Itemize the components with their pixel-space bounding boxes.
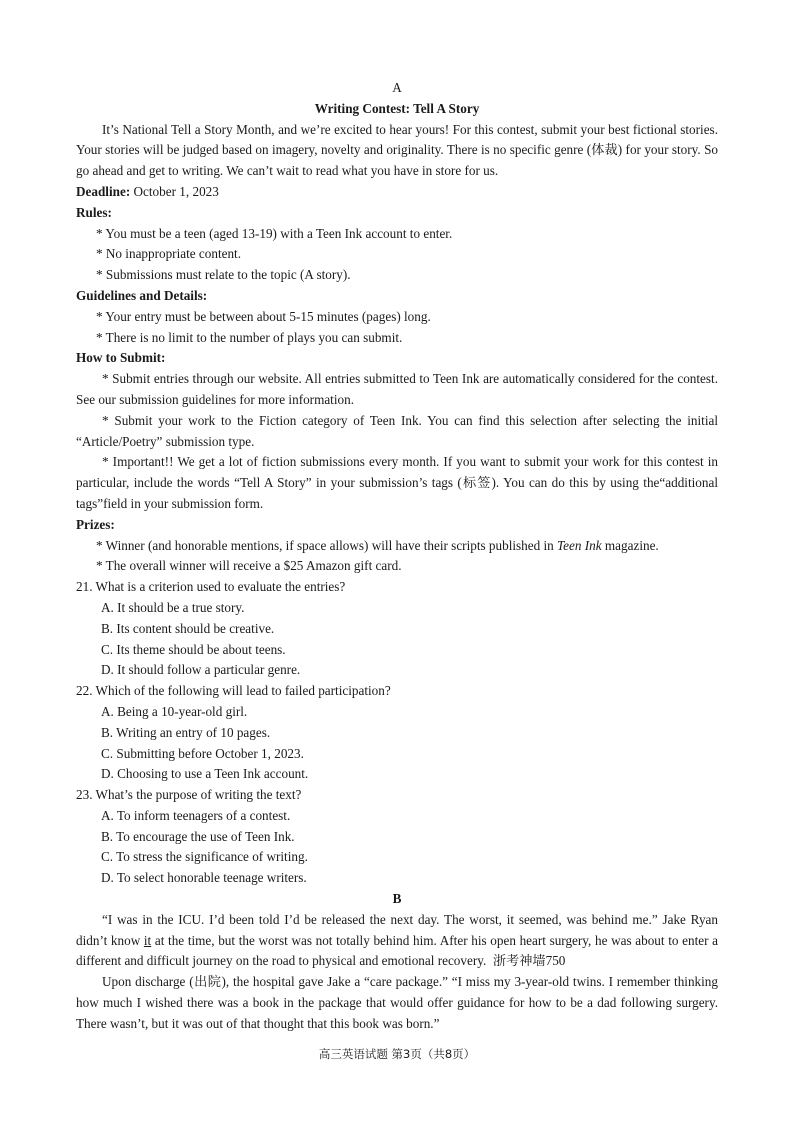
section-b-letter: B [392, 891, 402, 907]
prize-item [76, 536, 718, 557]
rule-item: * You must be a teen (aged 13-19) with a Teen Ink account to enter. [96, 225, 453, 241]
prizes-heading: Prizes: [76, 516, 115, 532]
guideline-item: * Your entry must be between about 5-15 minutes (pages) long. [96, 308, 431, 324]
submit-item: * Important!! We get a lot of fiction submissions every month. If you want to submit your work for this contest in particular, include the words “Tell A Story” in your submission’s tags (标签). You can do this by using the“additional tags”field in your submission form. [76, 454, 718, 511]
page-footer: 高三英语试题 第3页（共8页） [318, 1047, 476, 1061]
prize-text-end: magazine. [601, 537, 659, 553]
deadline-label: Deadline: [76, 183, 131, 199]
underlined-word: it [143, 932, 152, 948]
question-option: A. To inform teenagers of a contest. [101, 807, 291, 823]
submit-heading: How to Submit: [76, 350, 166, 366]
magazine-name: Teen Ink [557, 537, 602, 553]
contest-title: Writing Contest: Tell A Story [314, 100, 480, 116]
p1-text-b: at the time, but the worst was not totally behind him. After his open heart surgery, he was about to enter a different and difficult journey on the road to physical and emotional recovery. [76, 932, 718, 969]
question-option: B. To encourage the use of Teen Ink. [101, 828, 295, 844]
guideline-item: * There is no limit to the number of plays you can submit. [96, 329, 403, 345]
question-option: D. Choosing to use a Teen Ink account. [101, 766, 309, 782]
submit-item: * Submit your work to the Fiction category of Teen Ink. You can find this selection after selecting the initial “Article/Poetry” submission type. [76, 412, 718, 449]
section-b-paragraph-1 [76, 910, 718, 972]
guidelines-heading: Guidelines and Details: [76, 287, 208, 303]
question-option: C. Submitting before October 1, 2023. [101, 745, 304, 761]
rule-item: * No inappropriate content. [96, 246, 242, 262]
intro-paragraph: It’s National Tell a Story Month, and we’re excited to hear yours! For this contest, submit your best fictional stories. Your stories will be judged based on imagery, novelty and originality. There is no specific genre (体裁) for your story. So go ahead and get to writing. We can’t wait to read what you have in store for us. [76, 121, 718, 179]
question-option: D. To select honorable teenage writers. [101, 870, 307, 886]
deadline-value: October 1, 2023 [130, 183, 219, 199]
question-option: A. It should be a true story. [101, 599, 245, 615]
watermark-text: 浙考神墙750 [492, 953, 566, 969]
question-option: B. Writing an entry of 10 pages. [101, 724, 271, 740]
section-b-paragraph-2: Upon discharge (出院), the hospital gave Jake a “care package.” “I miss my 3-year-old twins. I remember thinking how much I wished there was a book in the package that would offer guidance for how to be a dad following surgery. There wasn’t, but it was out of that thought that this book was born.” [76, 974, 718, 1031]
rule-item: * Submissions must relate to the topic (A story). [96, 267, 351, 283]
submit-item: * Submit entries through our website. All entries submitted to Teen Ink are automatically considered for the contest. See our submission guidelines for more information. [76, 371, 718, 407]
section-a-letter: A [392, 80, 402, 95]
question-stem: 23. What’s the purpose of writing the text? [76, 787, 302, 803]
question-option: A. Being a 10-year-old girl. [101, 703, 248, 719]
question-option: C. To stress the significance of writing. [101, 849, 308, 865]
p1-text-a: “I was in the ICU. I’d been told I’d be released the next day. The worst, it seemed, was behind me.” Jake Ryan didn’t know [76, 911, 718, 948]
rules-heading: Rules: [76, 204, 112, 220]
question-stem: 21. What is a criterion used to evaluate the entries? [76, 579, 346, 595]
question-stem: 22. Which of the following will lead to failed participation? [76, 683, 391, 699]
prize-text: * Winner (and honorable mentions, if space allows) will have their scripts published in [96, 537, 558, 553]
question-option: C. Its theme should be about teens. [101, 641, 286, 657]
question-option: B. Its content should be creative. [101, 620, 275, 636]
question-option: D. It should follow a particular genre. [101, 662, 301, 678]
page-content [76, 78, 718, 1035]
prize-item: * The overall winner will receive a $25 Amazon gift card. [96, 558, 402, 574]
deadline-line [76, 182, 718, 203]
